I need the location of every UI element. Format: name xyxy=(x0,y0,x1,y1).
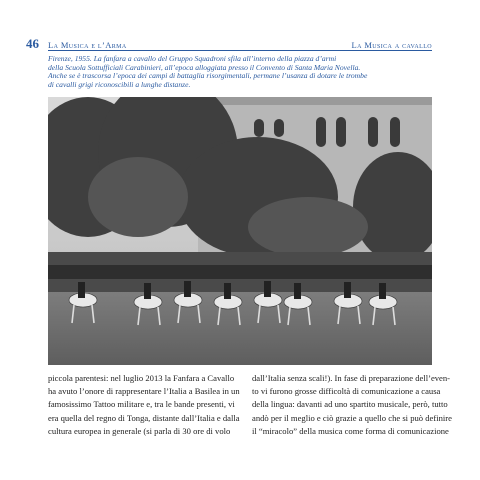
body-line: ha avuto l’onore di rappresentare l’Italia a Basilea in un xyxy=(48,386,240,397)
page-number: 46 xyxy=(26,36,39,51)
body-line: era quella del regno di Tonga, distante dall’Italia e dalla xyxy=(48,412,240,423)
historic-photo xyxy=(48,97,432,365)
body-line: della lingua: davanti ad uno spartito musicale, però, tutto xyxy=(252,399,448,410)
running-head-left: La Musica e l’Arma xyxy=(48,40,127,50)
body-line: dall’Italia senza scali!). In fase di preparazione dell’even- xyxy=(252,373,451,383)
running-head-right: La Musica a cavallo xyxy=(351,40,432,50)
photo-illustration xyxy=(48,97,432,365)
body-line: piccola parentesi: nel luglio 2013 la Fanfara a Cavallo xyxy=(48,373,235,383)
body-column-right xyxy=(252,372,452,438)
body-line: famosissimo Tattoo militare e, tra le bande presenti, vi xyxy=(48,399,235,410)
header-rule xyxy=(48,50,432,51)
caption-line: Firenze, 1955. La fanfara a cavallo del Gruppo Squadroni sfila all’interno della piazza d’armi xyxy=(48,54,337,63)
caption-line: di cavalli grigi riconoscibili a lunghe distanze. xyxy=(48,79,191,89)
caption-line: Anche se è trascorsa l’epoca dei campi di battaglia risorgimentali, permane l’usanza di dotare le trombe xyxy=(48,71,368,81)
body-line: to vi furono grosse difficoltà di comunicazione a causa xyxy=(252,386,441,397)
photo-caption xyxy=(48,54,368,89)
body-line: andò per il meglio e ciò grazie a quello che si può definire xyxy=(252,412,452,423)
caption-line: della Scuola Sottufficiali Carabinieri, all’epoca alloggiata presso il Convento di Santa Maria Novella. xyxy=(48,62,361,72)
body-column-left xyxy=(48,372,240,438)
body-line: il “miracolo” della musica come forma di comunicazione xyxy=(252,425,449,436)
body-line: cultura europea in generale (si parla di 30 ore di volo xyxy=(48,425,231,436)
